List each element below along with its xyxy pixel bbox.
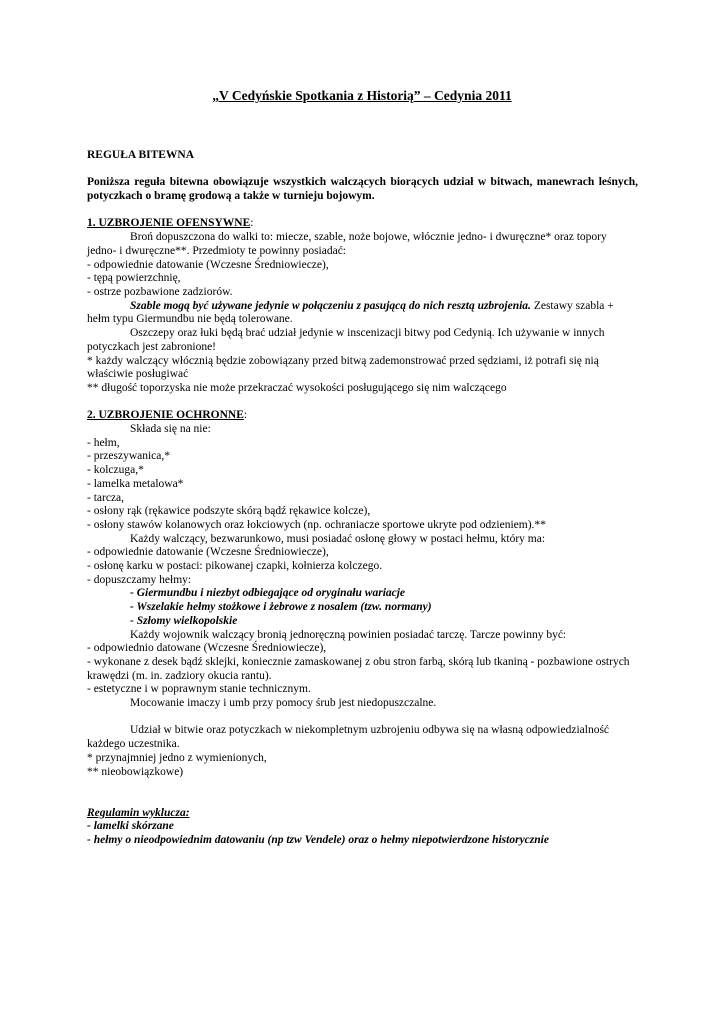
footnote: ** nieobowiązkowe): [87, 765, 184, 778]
section-1-paragraph-1: Broń dopuszczona do walki to: miecze, szable, noże bojowe, włócznie jedno- i dwuręczne* oraz topory jedno- i dwuręczne**. Przedmioty te powinny posiadać:: [87, 231, 607, 257]
list-item: - odpowiednie datowanie (Wczesne Średniowiecze),: [87, 546, 329, 559]
section-2-colon: :: [243, 409, 248, 422]
section-1-heading: 1. UZBROJENIE OFENSYWNE: [87, 217, 251, 230]
footnote: * każdy walczący włócznią będzie zobowiązany przed bitwą zademonstrować przed sędziami, iż potrafi się nią właściwie posługiwać: [87, 354, 599, 381]
section-1-paragraph-3: Oszczepy oraz łuki będą brać udział jedynie w inscenizacji bitwy pod Cedynią. Ich używanie w innych potyczkach jest zabronione!: [87, 327, 605, 353]
section-1-heading-line: [87, 217, 638, 231]
section-heading: REGUŁA BITEWNA: [87, 149, 195, 161]
list-item: - przeszywanica,*: [87, 450, 171, 463]
helmet-item: - Wszelakie hełmy stożkowe i żebrowe z nosalem (tzw. normany): [130, 601, 432, 614]
list-item: - estetyczne i w poprawnym stanie technicznym.: [87, 683, 311, 696]
section-2-paragraph-3: Każdy wojownik walczący bronią jednoręczną powinien posiadać tarczę. Tarcze powinny być:: [130, 628, 567, 641]
section-2-paragraph-2: Każdy walczący, bezwarunkowo, musi posiadać osłonę głowy w postaci hełmu, który ma:: [130, 532, 546, 545]
list-item: - tępą powierzchnię,: [87, 272, 181, 285]
list-item: - osłony rąk (rękawice podszyte skórą bądź rękawice kolcze),: [87, 505, 371, 518]
section-2-heading-line: [87, 409, 638, 423]
footnote: * przynajmniej jedno z wymienionych,: [87, 751, 267, 764]
list-item: - lamelka metalowa*: [87, 477, 184, 490]
helmet-item: - Giermundbu i niezbyt odbiegające od oryginału wariacje: [130, 587, 406, 600]
list-item: - osłonę karku w postaci: pikowanej czapki, kołnierza kolczego.: [87, 560, 383, 573]
list-item: - hełm,: [87, 436, 120, 449]
section-1-paragraph-2: [87, 300, 638, 327]
intro-paragraph: Poniższa reguła bitewna obowiązuje wszystkich walczących biorących udział w bitwach, manewrach leśnych, potyczkach o bramę grodową a także w turnieju bojowym.: [87, 176, 638, 203]
section-1-colon: :: [250, 217, 254, 230]
document-title: „V Cedyńskie Spotkania z Historią” – Cedynia 2011: [212, 88, 512, 103]
document-body: [87, 149, 638, 848]
excludes-item: - hełmy o nieodpowiednim datowaniu (np tzw Vendele) oraz o hełmy niepotwierdzone historycznie: [87, 834, 549, 847]
section-2-heading: 2. UZBROJENIE OCHRONNE: [87, 409, 244, 422]
list-item: - tarcza,: [87, 491, 125, 504]
list-item: - ostrze pozbawione zadziorów.: [87, 286, 233, 298]
list-item: - wykonane z desek bądź sklejki, koniecznie zamaskowanej z obu stron farbą, skórą lub tkaniną - pozbawione ostrych krawędzi (m. in. zadziory okucia rantu).: [87, 655, 630, 682]
sabre-rule-text: Szable mogą być używane jedynie w połączeniu z pasującą do nich resztą uzbrojenia.: [130, 299, 531, 312]
section-2-paragraph-5: Udział w bitwie oraz potyczkach w niekompletnym uzbrojeniu odbywa się na własną odpowiedzialność każdego uczestnika.: [87, 724, 610, 751]
excludes-heading: Regulamin wyklucza:: [87, 806, 190, 819]
sabre-rule-rest: Zestawy szabla + hełm typu Giermundbu nie będą tolerowane.: [87, 299, 614, 326]
list-item: - osłony stawów kolanowych oraz łokciowych (np. ochraniacze sportowe ukryte pod odzieniem).**: [87, 518, 546, 531]
list-item: - kolczuga,*: [87, 464, 144, 477]
footnote: ** długość toporzyska nie może przekraczać wysokości posługującego się nim walczącego: [87, 381, 507, 394]
list-item: - odpowiednio datowane (Wczesne Średniowiecze),: [87, 642, 327, 655]
list-item: - dopuszczamy hełmy:: [87, 573, 192, 586]
section-2-paragraph-4: Mocowanie imaczy i umb przy pomocy śrub jest niedopuszczalne.: [130, 697, 437, 710]
section-2-paragraph-1: Składa się na nie:: [130, 423, 211, 436]
list-item: - odpowiednie datowanie (Wczesne Średniowiecze),: [87, 258, 329, 271]
excludes-item: - lamelki skórzane: [87, 820, 174, 833]
helmet-item: - Szłomy wielkopolskie: [130, 614, 238, 627]
